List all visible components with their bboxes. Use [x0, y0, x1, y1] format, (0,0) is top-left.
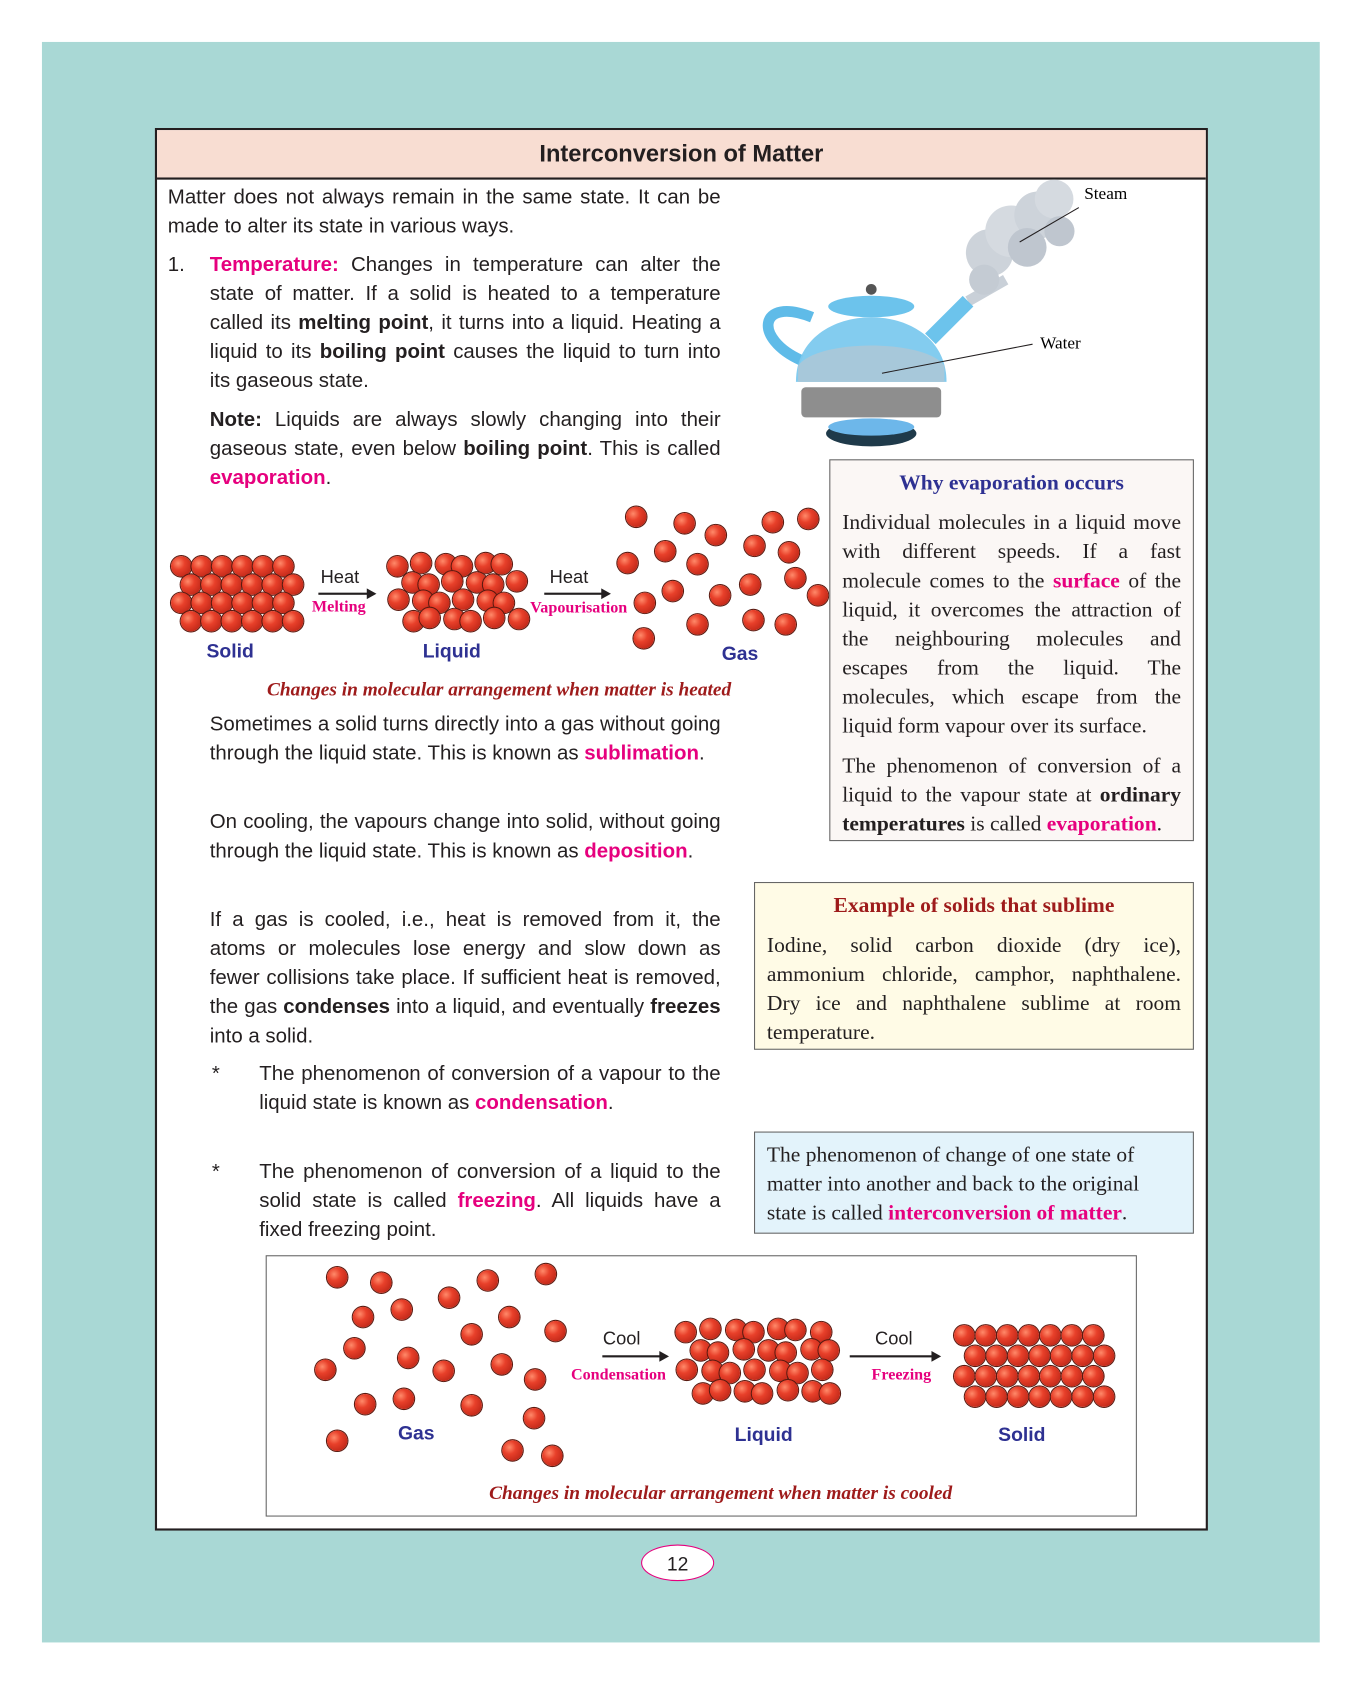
- emphasis-text: boiling point: [463, 437, 588, 461]
- bullet-marker: *: [211, 1160, 220, 1184]
- solid-molecule: [201, 610, 221, 630]
- gas-molecule: [674, 513, 694, 533]
- solid-molecule: [1050, 1345, 1070, 1365]
- gas-molecule: [523, 1407, 543, 1427]
- solid-molecule: [975, 1365, 995, 1385]
- gas-molecule: [687, 614, 707, 634]
- gas-molecule: [542, 1445, 562, 1465]
- solid-molecule: [1007, 1345, 1027, 1365]
- solid-molecule: [1050, 1386, 1070, 1406]
- liquid-molecule: [812, 1359, 832, 1379]
- gas-molecule: [344, 1338, 364, 1358]
- gas-molecule: [634, 592, 654, 612]
- emphasis-text: sublimation: [584, 742, 699, 765]
- gas-label: Gas: [721, 642, 759, 665]
- liquid-molecule: [387, 556, 407, 576]
- solid-molecule: [201, 574, 221, 594]
- emphasis-text: freezes: [650, 996, 721, 1019]
- liquid-molecule: [776, 1342, 796, 1362]
- solid-label: Solid: [998, 1423, 1046, 1446]
- solid-molecule: [273, 592, 293, 612]
- gas-molecule: [461, 1395, 481, 1415]
- solid-molecule: [954, 1365, 974, 1385]
- arrow-icon: [544, 593, 609, 595]
- why-evaporation-title: Why evaporation occurs: [899, 471, 1124, 495]
- text-segment: causes the liquid to turn into its gaseous state.: [209, 340, 721, 393]
- gas-molecule: [499, 1306, 519, 1326]
- gas-molecule: [461, 1324, 481, 1344]
- liquid-molecule: [388, 589, 408, 609]
- page-number: 12: [641, 1545, 714, 1582]
- heated-caption: Changes in molecular arrangement when matter is heated: [266, 678, 732, 700]
- text-segment: The phenomenon of conversion of a vapour to the liquid state is known as: [259, 1062, 721, 1115]
- text-segment: of the liquid, it overcomes the attraction of the neighbouring molecules and escapes from the liquid. The molecules, which escape from the liquid form vapour over its surface.: [842, 568, 1182, 738]
- kettle-icon: [768, 284, 968, 382]
- bullet-marker: *: [211, 1062, 220, 1086]
- liquid-label: Liquid: [422, 640, 481, 663]
- intro-paragraph: [168, 183, 721, 241]
- sublime-text: [767, 931, 1181, 1047]
- solid-molecule: [964, 1386, 984, 1406]
- emphasis-text: deposition: [584, 840, 688, 863]
- cool-label: Cool: [875, 1328, 913, 1349]
- solid-molecule: [1029, 1345, 1049, 1365]
- text-segment: .: [698, 742, 705, 765]
- stove-burner-icon: [801, 387, 941, 446]
- sublime-title: Example of solids that sublime: [833, 893, 1115, 918]
- melting-label: Melting: [311, 598, 366, 616]
- solid-molecule: [170, 592, 190, 612]
- solid-molecule: [975, 1325, 995, 1345]
- solid-molecule: [964, 1345, 984, 1365]
- text-segment: If a gas is cooled, i.e., heat is removed from it, the atoms or molecules lose energy and slow down as fewer collisions take place. If sufficient heat is removed, the gas: [209, 908, 721, 1019]
- solid-molecule: [242, 610, 262, 630]
- emphasis-text: surface: [1052, 568, 1120, 593]
- gas-molecule: [705, 524, 725, 544]
- text-segment: .: [325, 466, 332, 490]
- emphasis-text: boiling point: [319, 340, 445, 364]
- solid-molecule: [1029, 1386, 1049, 1406]
- solid-molecule: [997, 1325, 1017, 1345]
- liquid-molecule: [675, 1321, 695, 1341]
- vapourisation-label: Vapourisation: [530, 599, 628, 617]
- gas-molecule: [687, 553, 707, 573]
- sublimation-paragraph: [210, 710, 721, 768]
- solid-molecule: [262, 574, 282, 594]
- solid-molecule: [1083, 1365, 1103, 1385]
- condensation-label: Condensation: [570, 1366, 666, 1384]
- gas-molecule: [743, 609, 763, 629]
- text-segment: .: [607, 1091, 614, 1115]
- solid-label: Solid: [206, 640, 254, 663]
- liquid-molecule: [442, 571, 462, 591]
- solid-molecule: [222, 574, 242, 594]
- gas-molecule: [524, 1369, 544, 1389]
- solid-molecule: [986, 1386, 1006, 1406]
- liquid-molecule: [677, 1359, 697, 1379]
- emphasis-text: Note:: [209, 408, 262, 432]
- liquid-molecule: [700, 1318, 720, 1338]
- gas-molecule: [391, 1299, 411, 1319]
- gas-molecule: [807, 585, 827, 605]
- emphasis-text: condenses: [283, 996, 391, 1019]
- gas-label: Gas: [397, 1422, 435, 1444]
- text-segment: , it turns into a liquid. Heating a liquid to its: [209, 311, 721, 364]
- solid-molecule: [1018, 1365, 1038, 1385]
- solid-molecule: [997, 1365, 1017, 1385]
- gas-molecule: [393, 1388, 413, 1408]
- heat-label: Heat: [549, 566, 589, 588]
- deposition-paragraph: [210, 808, 721, 866]
- solid-molecule: [1083, 1325, 1103, 1345]
- liquid-label: Liquid: [734, 1423, 793, 1446]
- interconversion-text: [767, 1141, 1181, 1228]
- solid-molecule: [222, 610, 242, 630]
- gas-molecule: [397, 1347, 417, 1367]
- solid-molecule: [170, 556, 190, 576]
- gas-molecule: [535, 1263, 555, 1283]
- sublime-examples-box: [754, 882, 1194, 1050]
- solid-molecule: [1093, 1386, 1113, 1406]
- solid-molecule: [191, 556, 211, 576]
- freezing-bullet: [259, 1157, 720, 1244]
- solid-molecule: [262, 610, 282, 630]
- cooled-caption: Changes in molecular arrangement when matter is cooled: [489, 1481, 953, 1504]
- gas-molecule: [438, 1287, 458, 1307]
- text-segment: .: [1156, 812, 1163, 836]
- evaporation-definition: [842, 752, 1181, 839]
- solid-molecule: [242, 574, 262, 594]
- solid-molecule: [211, 592, 231, 612]
- solid-molecule: [1061, 1365, 1081, 1385]
- liquid-molecule: [744, 1359, 764, 1379]
- gas-molecule: [739, 574, 759, 594]
- text-segment: is called: [964, 812, 1047, 836]
- solid-molecule: [232, 592, 252, 612]
- gas-molecule: [371, 1272, 391, 1292]
- gas-cooling-paragraph: [210, 906, 721, 1051]
- text-segment: The phenomenon of conversion of a liquid to the solid state is called: [259, 1160, 721, 1213]
- solid-molecule: [1093, 1345, 1113, 1365]
- gas-molecule: [326, 1267, 346, 1287]
- arrow-icon: [602, 1355, 667, 1357]
- text-segment: Individual molecules in a liquid move with different speeds. If a fast molecule comes to the: [842, 510, 1182, 593]
- item-number: 1.: [167, 253, 185, 277]
- solid-molecule: [1040, 1325, 1060, 1345]
- liquid-molecule: [420, 607, 440, 627]
- text-segment: .: [1121, 1201, 1128, 1226]
- liquid-molecule: [507, 571, 527, 591]
- liquid-molecule: [752, 1383, 772, 1403]
- liquid-molecule: [460, 610, 480, 630]
- gas-molecule: [502, 1440, 522, 1460]
- gas-molecule: [633, 628, 653, 648]
- arrow-icon: [850, 1355, 939, 1357]
- emphasis-text: evaporation: [209, 466, 326, 490]
- text-segment: The phenomenon of change of one state of matter into another and back to the original state is called: [766, 1143, 1140, 1226]
- emphasis-text: ordinary temperatures: [842, 783, 1182, 836]
- text-segment: The phenomenon of conversion of a liquid to the vapour state at: [842, 753, 1182, 807]
- liquid-molecule: [484, 607, 504, 627]
- emphasis-text: freezing: [457, 1189, 536, 1213]
- gas-molecule: [354, 1393, 374, 1413]
- interconversion-definition-box: [754, 1132, 1194, 1234]
- text-segment: into a solid.: [209, 1025, 314, 1048]
- text-segment: . All liquids have a fixed freezing point.: [259, 1189, 721, 1242]
- solid-molecule: [252, 556, 272, 576]
- text-segment: Matter does not always remain in the same state. It can be made to alter its state in various ways.: [167, 186, 721, 238]
- gas-molecule: [326, 1430, 346, 1450]
- solid-molecule: [954, 1325, 974, 1345]
- gas-molecule: [798, 508, 818, 528]
- section-title: Interconversion of Matter: [157, 130, 1206, 179]
- liquid-molecule: [492, 554, 512, 574]
- text-segment: On cooling, the vapours change into solid, without going through the liquid state. This is known as: [209, 811, 721, 863]
- solid-molecule: [1061, 1325, 1081, 1345]
- gas-molecule: [762, 511, 782, 531]
- cool-label: Cool: [602, 1328, 641, 1349]
- gas-molecule: [709, 585, 729, 605]
- gas-molecule: [625, 506, 645, 526]
- heat-label: Heat: [320, 566, 360, 588]
- solid-molecule: [252, 592, 272, 612]
- gas-molecule: [655, 540, 675, 560]
- water-label: Water: [1040, 334, 1081, 353]
- gas-molecule: [433, 1360, 453, 1380]
- solid-molecule: [1007, 1386, 1027, 1406]
- why-evaporation-box: [829, 459, 1194, 841]
- freezing-label: Freezing: [871, 1366, 932, 1384]
- gas-molecule: [352, 1306, 372, 1326]
- solid-molecule: [181, 610, 201, 630]
- liquid-molecule: [785, 1320, 805, 1340]
- solid-molecule: [986, 1345, 1006, 1365]
- solid-molecule: [191, 592, 211, 612]
- solid-molecule: [273, 556, 293, 576]
- solid-molecule: [1072, 1386, 1092, 1406]
- solid-molecule: [1072, 1345, 1092, 1365]
- steam-label: Steam: [1084, 185, 1128, 204]
- gas-molecule: [662, 580, 682, 600]
- why-evaporation-text: [842, 509, 1181, 741]
- condensation-bullet: [259, 1059, 720, 1117]
- solid-molecule: [283, 574, 303, 594]
- solid-molecule: [232, 556, 252, 576]
- gas-molecule: [785, 567, 805, 587]
- emphasis-text: Temperature:: [209, 253, 339, 277]
- liquid-molecule: [733, 1339, 753, 1359]
- emphasis-text: condensation: [475, 1091, 608, 1115]
- gas-molecule: [477, 1270, 497, 1290]
- liquid-molecule: [820, 1383, 840, 1403]
- text-segment: Sometimes a solid turns directly into a gas without going through the liquid state. This is known as: [209, 713, 721, 765]
- gas-molecule: [315, 1359, 335, 1379]
- note-paragraph: [210, 406, 721, 493]
- solid-molecule: [1018, 1325, 1038, 1345]
- solid-molecule: [181, 574, 201, 594]
- text-segment: Iodine, solid carbon dioxide (dry ice), ammonium chloride, camphor, naphthalene. Dry ice and naphthalene sublime at room temperature.: [766, 933, 1182, 1045]
- gas-molecule: [744, 535, 764, 555]
- solid-molecule: [283, 610, 303, 630]
- liquid-molecule: [777, 1379, 797, 1399]
- liquid-molecule: [453, 589, 473, 609]
- emphasis-text: interconversion of matter: [888, 1201, 1122, 1226]
- gas-molecule: [545, 1320, 565, 1340]
- temperature-paragraph: [210, 251, 721, 396]
- liquid-molecule: [710, 1379, 730, 1399]
- gas-molecule: [617, 552, 637, 572]
- kettle-illustration: [753, 177, 1162, 457]
- gas-molecule: [491, 1354, 511, 1374]
- arrow-icon: [318, 593, 374, 595]
- solid-molecule: [1040, 1365, 1060, 1385]
- liquid-molecule: [411, 552, 431, 572]
- steam-cloud-icon: [966, 180, 1075, 302]
- text-segment: into a liquid, and eventually: [390, 996, 651, 1019]
- liquid-molecule: [818, 1340, 838, 1360]
- solid-molecule: [211, 556, 231, 576]
- text-segment: . This is called: [587, 437, 721, 461]
- text-segment: Changes in temperature can alter the state of matter. If a solid is heated to a temperature called its: [209, 253, 721, 335]
- gas-molecule: [778, 542, 798, 562]
- text-segment: .: [687, 840, 694, 863]
- liquid-molecule: [708, 1342, 728, 1362]
- text-segment: Liquids are always slowly changing into their gaseous state, even below: [209, 408, 721, 461]
- gas-molecule: [775, 614, 795, 634]
- liquid-molecule: [508, 609, 528, 629]
- emphasis-text: melting point: [298, 311, 429, 335]
- emphasis-text: evaporation: [1046, 812, 1157, 836]
